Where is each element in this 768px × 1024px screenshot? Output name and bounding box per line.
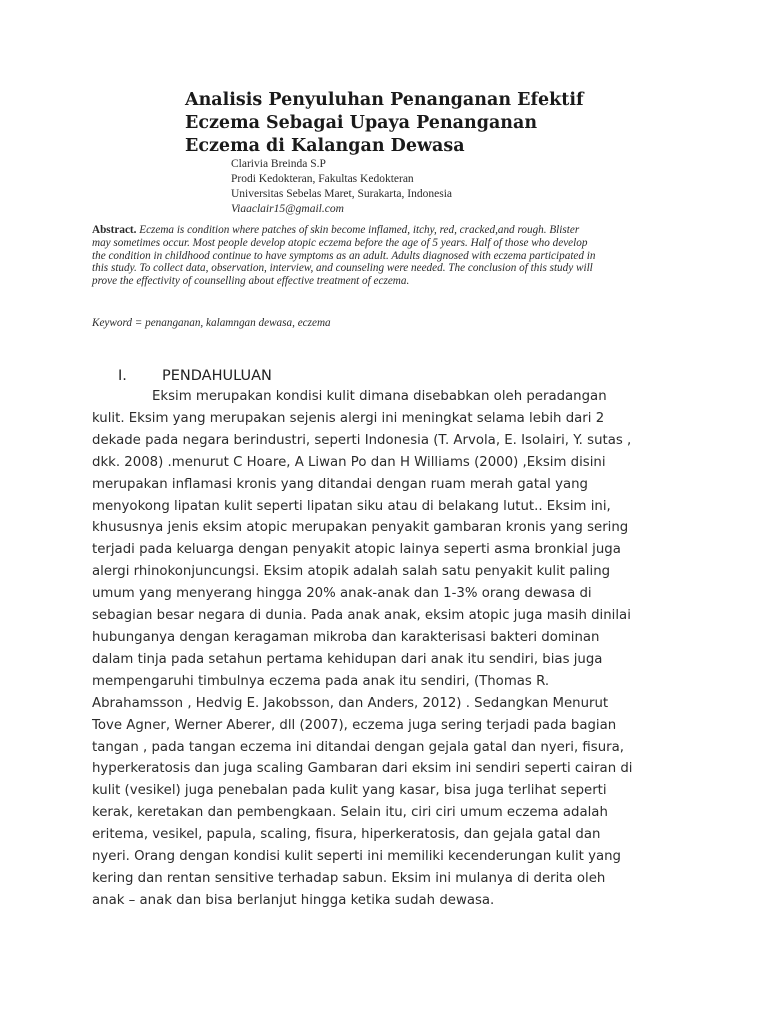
paragraph-line: nyeri. Orang dengan kondisi kulit seperti ini memiliki kecenderungan kulit yang <box>92 849 621 865</box>
abstract-line: prove the effectivity of counselling about effective treatment of eczema. <box>92 275 410 288</box>
paragraph-line: hyperkeratosis dan juga scaling Gambaran dari eksim ini sendiri seperti cairan di <box>92 761 633 777</box>
paragraph-line: tangan , pada tangan eczema ini ditandai dengan gejala gatal dan nyeri, fisura, <box>92 739 624 755</box>
abstract-line <box>92 224 682 237</box>
author-block <box>231 157 452 217</box>
paragraph-line: kerak, keretakan dan pembengkaan. Selain itu, ciri ciri umum eczema adalah <box>92 805 608 821</box>
title-line: Analisis Penyuluhan Penanganan Efektif <box>185 90 584 110</box>
paragraph-line: hubunganya dengan keragaman mikroba dan karakterisasi bakteri dominan <box>92 629 600 645</box>
section-heading <box>118 366 272 386</box>
author-email: Viaaclair15@gmail.com <box>231 203 344 215</box>
paper-title <box>185 89 665 158</box>
paragraph-line: dkk. 2008) .menurut C Hoare, A Liwan Po dan H Williams (2000) ,Eksim disini <box>92 454 606 470</box>
keywords: Keyword = penanganan, kalamngan dewasa, eczema <box>92 317 331 329</box>
author-university: Universitas Sebelas Maret, Surakarta, Indonesia <box>231 188 452 200</box>
abstract-text: Eczema is condition where patches of skin become inflamed, itchy, red, cracked,and rough. Blister <box>136 224 580 236</box>
section-number: I. <box>118 368 127 384</box>
paragraph-line: Eksim merupakan kondisi kulit dimana disebabkan oleh peradangan <box>152 389 607 404</box>
paragraph-line: eritema, vesikel, papula, scaling, fisura, hiperkeratosis, dan gejala gatal dan <box>92 827 601 843</box>
paragraph-line: terjadi pada keluarga dengan penyakit atopic lainya seperti asma bronkial juga <box>92 542 621 558</box>
paragraph-line: anak – anak dan bisa berlanjut hingga ketika sudah dewasa. <box>92 892 495 908</box>
paragraph-line: kulit (vesikel) juga penebalan pada kulit yang kasar, bisa juga terlihat seperti <box>92 783 607 799</box>
abstract <box>92 224 682 288</box>
abstract-line: the condition in childhood continue to have symptoms as an adult. Adults diagnosed with eczema participated in <box>92 249 596 262</box>
paragraph-line: Tove Agner, Werner Aberer, dll (2007), eczema juga sering terjadi pada bagian <box>92 717 617 733</box>
author-affiliation: Prodi Kedokteran, Fakultas Kedokteran <box>231 173 414 185</box>
author-name: Clarivia Breinda S.P <box>231 158 326 170</box>
title-line: Eczema di Kalangan Dewasa <box>185 136 465 156</box>
paragraph-line: mempengaruhi timbulnya eczema pada anak itu sendiri, (Thomas R. <box>92 673 550 689</box>
title-line: Eczema Sebagai Upaya Penanganan <box>185 113 538 133</box>
section-title: PENDAHULUAN <box>162 368 272 384</box>
paragraph-line: kulit. Eksim yang merupakan sejenis alergi ini meningkat selama lebih dari 2 <box>92 410 605 426</box>
paragraph-line: kering dan rentan sensitive terhadap sabun. Eksim ini mulanya di derita oleh <box>92 870 606 886</box>
abstract-line: may sometimes occur. Most people develop atopic eczema before the age of 5 years. Half of those who develop <box>92 236 588 249</box>
paragraph-line: Abrahamsson , Hedvig E. Jakobsson, dan Anders, 2012) . Sedangkan Menurut <box>92 695 609 711</box>
introduction-paragraph <box>92 386 692 912</box>
paragraph-line: merupakan inflamasi kronis yang ditandai dengan ruam merah gatal yang <box>92 476 588 492</box>
paragraph-line: menyokong lipatan kulit seperti lipatan siku atau di belakang lutut.. Eksim ini, <box>92 498 611 514</box>
paragraph-line: khususnya jenis eksim atopic merupakan penyakit gambaran kronis yang sering <box>92 520 629 536</box>
abstract-label: Abstract. <box>92 224 137 236</box>
paragraph-line: dekade pada negara berindustri, seperti Indonesia (T. Arvola, E. Isolairi, Y. sutas , <box>92 432 632 448</box>
paragraph-line: umum yang menyerang hingga 20% anak-anak dan 1-3% orang dewasa di <box>92 586 592 602</box>
paragraph-line: dalam tinja pada setahun pertama kehidupan dari anak itu sendiri, bias juga <box>92 651 603 667</box>
paragraph-line: sebagian besar negara di dunia. Pada anak anak, eksim atopic juga masih dinilai <box>92 608 631 624</box>
paragraph-line: alergi rhinokonjuncungsi. Eksim atopik adalah salah satu penyakit kulit paling <box>92 564 611 580</box>
abstract-line: this study. To collect data, observation, interview, and counseling were needed. The conclusion of this study will <box>92 262 593 275</box>
